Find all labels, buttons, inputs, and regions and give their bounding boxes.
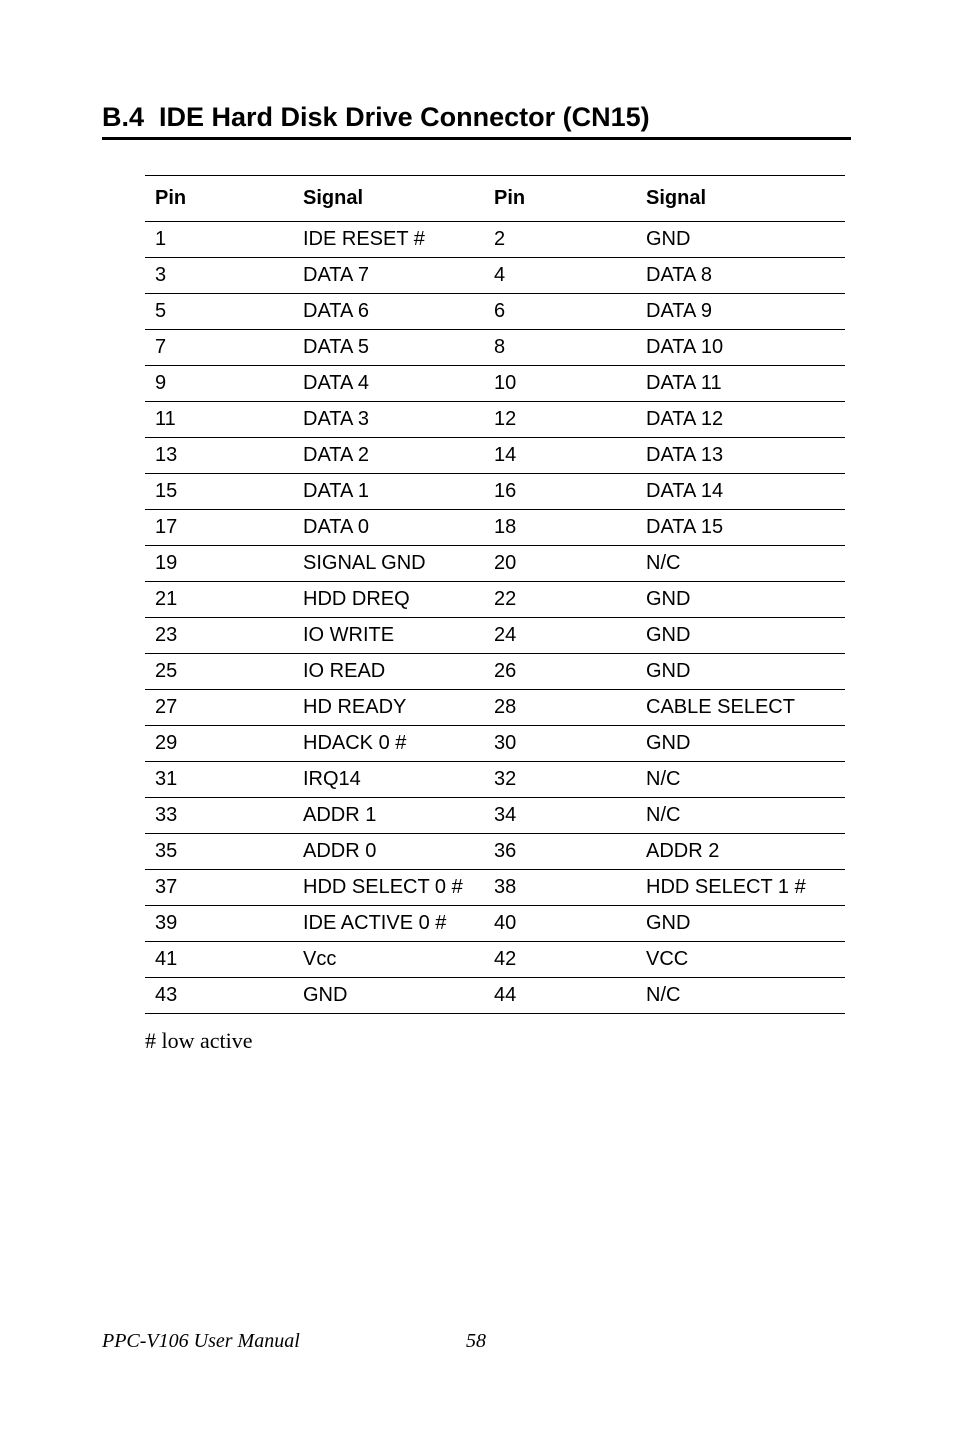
signal-odd-cell: DATA 0 [293,510,484,546]
signal-even-cell: N/C [636,546,845,582]
signal-odd-cell: DATA 2 [293,438,484,474]
table-row [145,942,845,978]
pin-odd-cell: 29 [145,726,293,762]
pin-even-cell: 22 [484,582,636,618]
pin-even-cell: 2 [484,222,636,258]
table-row [145,402,845,438]
signal-even-cell: GND [636,906,845,942]
table-row [145,510,845,546]
signal-odd-cell: DATA 7 [293,258,484,294]
table-row [145,654,845,690]
pin-odd-cell: 25 [145,654,293,690]
pin-odd-cell: 31 [145,762,293,798]
table-row [145,798,845,834]
signal-odd-cell: IDE RESET # [293,222,484,258]
signal-odd-cell: Vcc [293,942,484,978]
pin-even-cell: 8 [484,330,636,366]
pin-odd-cell: 23 [145,618,293,654]
header-pin-even: Pin [484,176,636,222]
pin-odd-cell: 1 [145,222,293,258]
header-signal-odd: Signal [293,176,484,222]
table-header-row [145,176,845,222]
pin-odd-cell: 37 [145,870,293,906]
pin-odd-cell: 15 [145,474,293,510]
footnote: # low active [145,1028,253,1053]
signal-even-cell: DATA 13 [636,438,845,474]
pin-even-cell: 18 [484,510,636,546]
pin-even-cell: 6 [484,294,636,330]
pin-odd-cell: 17 [145,510,293,546]
signal-even-cell: DATA 12 [636,402,845,438]
pin-even-cell: 16 [484,474,636,510]
signal-odd-cell: HDACK 0 # [293,726,484,762]
pin-even-cell: 26 [484,654,636,690]
table-row [145,762,845,798]
pin-even-cell: 38 [484,870,636,906]
title-rule [102,137,851,140]
signal-even-cell: GND [636,618,845,654]
signal-even-cell: DATA 8 [636,258,845,294]
signal-even-cell: DATA 14 [636,474,845,510]
pin-even-cell: 10 [484,366,636,402]
signal-odd-cell: ADDR 1 [293,798,484,834]
pin-even-cell: 4 [484,258,636,294]
table-row [145,330,845,366]
header-pin-odd: Pin [145,176,293,222]
pin-even-cell: 42 [484,942,636,978]
signal-odd-cell: IO WRITE [293,618,484,654]
table-row [145,870,845,906]
signal-odd-cell: HDD SELECT 0 # [293,870,484,906]
table-row [145,582,845,618]
footer-page-number: 58 [466,1330,486,1352]
pin-odd-cell: 7 [145,330,293,366]
pin-even-cell: 40 [484,906,636,942]
signal-even-cell: GND [636,582,845,618]
table-row [145,978,845,1014]
signal-even-cell: ADDR 2 [636,834,845,870]
signal-even-cell: N/C [636,798,845,834]
pin-odd-cell: 43 [145,978,293,1014]
pin-odd-cell: 11 [145,402,293,438]
header-signal-even: Signal [636,176,845,222]
signal-odd-cell: SIGNAL GND [293,546,484,582]
signal-even-cell: DATA 11 [636,366,845,402]
signal-even-cell: DATA 15 [636,510,845,546]
pin-even-cell: 36 [484,834,636,870]
pin-even-cell: 14 [484,438,636,474]
table-row [145,618,845,654]
pin-odd-cell: 39 [145,906,293,942]
pin-even-cell: 30 [484,726,636,762]
signal-even-cell: HDD SELECT 1 # [636,870,845,906]
table-row [145,546,845,582]
signal-odd-cell: ADDR 0 [293,834,484,870]
signal-odd-cell: DATA 4 [293,366,484,402]
table-row [145,690,845,726]
signal-even-cell: CABLE SELECT [636,690,845,726]
signal-odd-cell: IRQ14 [293,762,484,798]
signal-odd-cell: GND [293,978,484,1014]
pin-odd-cell: 41 [145,942,293,978]
signal-odd-cell: IO READ [293,654,484,690]
section-title: B.4 IDE Hard Disk Drive Connector (CN15) [102,102,650,132]
table-row [145,474,845,510]
table-row [145,906,845,942]
signal-odd-cell: HD READY [293,690,484,726]
signal-even-cell: DATA 10 [636,330,845,366]
signal-even-cell: GND [636,654,845,690]
pin-odd-cell: 5 [145,294,293,330]
table-row [145,258,845,294]
pin-odd-cell: 27 [145,690,293,726]
signal-odd-cell: HDD DREQ [293,582,484,618]
pin-even-cell: 32 [484,762,636,798]
pin-assignment-table [145,175,845,1014]
table-body [145,222,845,1014]
pin-odd-cell: 33 [145,798,293,834]
signal-even-cell: VCC [636,942,845,978]
signal-even-cell: DATA 9 [636,294,845,330]
signal-even-cell: N/C [636,762,845,798]
signal-odd-cell: DATA 5 [293,330,484,366]
pin-odd-cell: 13 [145,438,293,474]
pin-odd-cell: 9 [145,366,293,402]
pin-even-cell: 44 [484,978,636,1014]
table-row [145,366,845,402]
signal-even-cell: GND [636,222,845,258]
pin-odd-cell: 35 [145,834,293,870]
signal-even-cell: N/C [636,978,845,1014]
footer-manual-title: PPC-V106 User Manual [102,1330,300,1352]
table-row [145,726,845,762]
pin-even-cell: 34 [484,798,636,834]
pin-even-cell: 12 [484,402,636,438]
pin-even-cell: 20 [484,546,636,582]
signal-odd-cell: DATA 1 [293,474,484,510]
signal-odd-cell: DATA 6 [293,294,484,330]
pin-odd-cell: 3 [145,258,293,294]
pin-odd-cell: 21 [145,582,293,618]
table-row [145,834,845,870]
table-row [145,294,845,330]
pin-even-cell: 24 [484,618,636,654]
pin-even-cell: 28 [484,690,636,726]
signal-even-cell: GND [636,726,845,762]
signal-odd-cell: IDE ACTIVE 0 # [293,906,484,942]
signal-odd-cell: DATA 3 [293,402,484,438]
table-row [145,438,845,474]
table-row [145,222,845,258]
pin-odd-cell: 19 [145,546,293,582]
